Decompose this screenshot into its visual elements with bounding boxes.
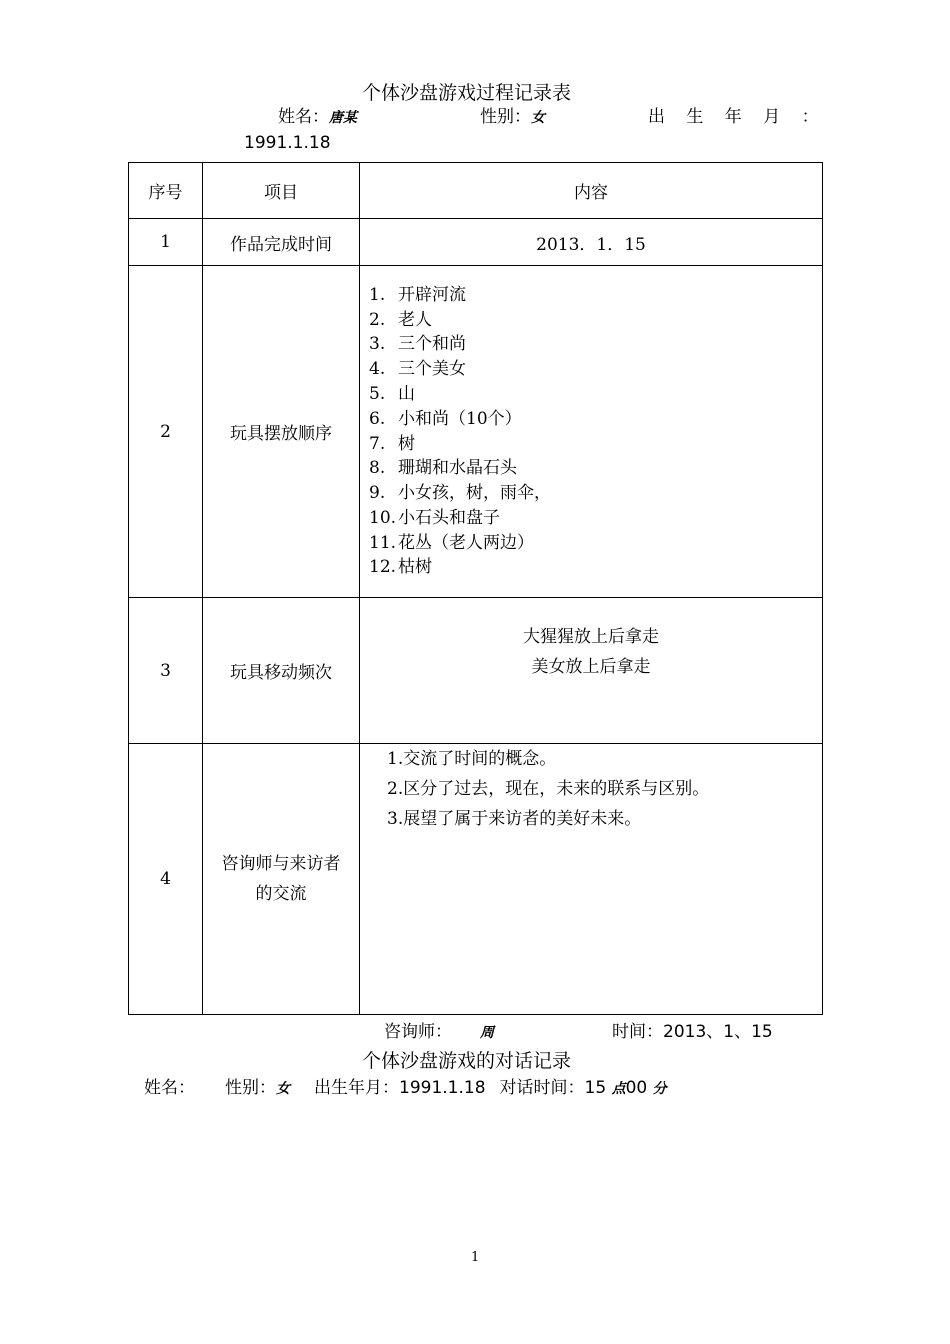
counselor-value: 周 (480, 1025, 494, 1041)
list-item: 4. 三个美女 (369, 359, 466, 380)
column-header-item: 项目 (203, 163, 360, 219)
row-item: 玩具摆放顺序 (203, 266, 360, 598)
dialogue-name-label: 姓名： (144, 1078, 195, 1098)
list-item: 1. 开辟河流 (369, 284, 466, 305)
column-header-content: 内容 (360, 163, 823, 219)
dialogue-time-min-unit: 分 (652, 1081, 667, 1097)
list-item: 6. 小和尚（10个） (369, 408, 522, 429)
table-row (129, 266, 823, 598)
row-item (203, 744, 360, 1015)
page-number: 1 (471, 1250, 480, 1265)
row-number: 3 (129, 598, 203, 744)
time-label: 时间： (612, 1022, 663, 1042)
dialogue-birth-label: 出生年月： (314, 1078, 399, 1098)
row-content (360, 598, 823, 744)
content-line: 美女放上后拿走 (531, 657, 651, 677)
table-row (129, 219, 823, 266)
content-line: 2.区分了过去，现在，未来的联系与区别。 (387, 779, 710, 799)
list-item: 9. 小女孩，树，雨伞， (369, 483, 551, 504)
table-row (129, 744, 823, 1015)
dialogue-gender-label: 性别： (225, 1078, 276, 1098)
name-field (278, 102, 357, 127)
row-item: 作品完成时间 (203, 219, 360, 266)
list-item: 3. 三个和尚 (369, 334, 466, 355)
row-number: 1 (129, 219, 203, 266)
list-item: 12. 枯树 (369, 557, 432, 578)
row-content: 2013．1．15 (360, 219, 823, 266)
row-number: 2 (129, 266, 203, 598)
dialogue-info (144, 1073, 667, 1098)
name-value: 唐某 (329, 110, 357, 126)
list-item: 5. 山 (369, 383, 415, 404)
dialogue-time-label: 对话时间： (499, 1078, 585, 1098)
dialogue-title: 个体沙盘游戏的对话记录 (362, 1050, 572, 1072)
content-line: 3.展望了属于来访者的美好未来。 (387, 809, 642, 829)
content-line: 大猩猩放上后拿走 (523, 627, 659, 647)
birth-label: 出 生 年 月 ： (648, 107, 827, 127)
record-table (128, 162, 823, 1015)
communication-notes (360, 744, 822, 834)
table-header-row (129, 163, 823, 219)
dialogue-birth-value: 1991.1.18 (399, 1078, 486, 1098)
list-item: 10. 小石头和盘子 (369, 507, 500, 528)
list-item: 2. 老人 (369, 309, 432, 330)
list-item: 7. 树 (369, 433, 415, 454)
gender-value: 女 (531, 110, 545, 126)
page-title: 个体沙盘游戏过程记录表 (362, 82, 572, 104)
counselor-label: 咨询师： (384, 1022, 452, 1042)
birth-value: 1991.1.18 (244, 133, 331, 153)
gender-label: 性别： (480, 107, 531, 127)
row-content (360, 744, 823, 1015)
row-content (360, 266, 823, 598)
time-field (612, 1017, 773, 1042)
name-label: 姓名： (278, 107, 329, 127)
row-number: 4 (129, 744, 203, 1015)
dialogue-gender-value: 女 (276, 1081, 290, 1097)
dialogue-time-min: 00 (625, 1078, 648, 1098)
counselor-field (384, 1017, 494, 1042)
time-value: 2013、1、15 (663, 1022, 773, 1042)
list-item: 11. 花丛（老人两边） (369, 532, 534, 553)
row-item-line: 咨询师与来访者 (221, 854, 341, 874)
dialogue-time-hour-unit: 点 (611, 1081, 626, 1097)
dialogue-time-hour: 15 (584, 1078, 607, 1098)
content-line: 1.交流了时间的概念。 (387, 749, 557, 769)
column-header-number: 序号 (129, 163, 203, 219)
toy-placement-list (360, 283, 822, 581)
gender-field (480, 102, 545, 127)
row-item-line: 的交流 (255, 884, 307, 904)
row-item: 玩具移动频次 (203, 598, 360, 744)
table-row (129, 598, 823, 744)
list-item: 8. 珊瑚和水晶石头 (369, 458, 517, 479)
